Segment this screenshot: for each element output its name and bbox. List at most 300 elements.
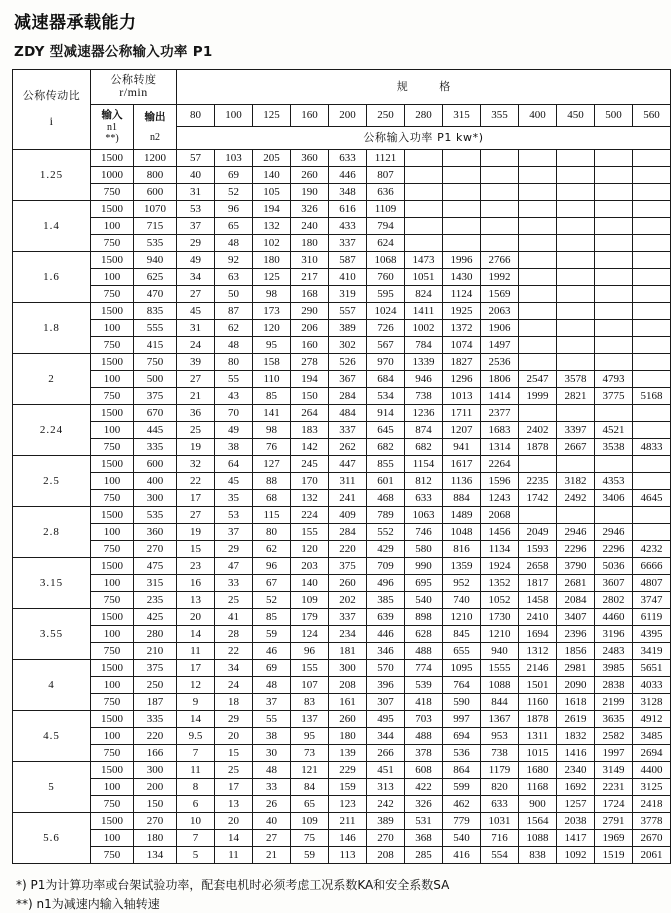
power-cell: 2199 [595, 694, 633, 711]
power-cell: 1015 [519, 745, 557, 762]
power-cell: 168 [291, 286, 329, 303]
power-cell: 64 [215, 456, 253, 473]
power-cell: 69 [215, 167, 253, 184]
table-row [13, 490, 671, 507]
power-cell: 590 [443, 694, 481, 711]
table-row [13, 252, 671, 269]
power-cell: 1136 [443, 473, 481, 490]
power-cell: 2802 [595, 592, 633, 609]
power-cell: 2681 [557, 575, 595, 592]
power-cell: 726 [367, 320, 405, 337]
power-cell: 2231 [595, 779, 633, 796]
power-cell: 462 [443, 796, 481, 813]
table-row [13, 320, 671, 337]
power-cell: 3578 [557, 371, 595, 388]
output-speed-cell: 425 [134, 609, 177, 626]
power-cell: 260 [291, 167, 329, 184]
input-speed-cell: 750 [91, 235, 134, 252]
output-speed-cell: 280 [134, 626, 177, 643]
power-cell: 567 [367, 337, 405, 354]
power-cell: 1134 [481, 541, 519, 558]
power-cell: 1680 [519, 762, 557, 779]
power-cell: 1730 [481, 609, 519, 626]
power-cell: 4645 [633, 490, 671, 507]
power-cell: 85 [253, 609, 291, 626]
power-cell: 180 [291, 235, 329, 252]
power-cell: 87 [215, 303, 253, 320]
power-cell: 39 [177, 354, 215, 371]
table-body [13, 150, 671, 864]
input-speed-cell: 1500 [91, 762, 134, 779]
power-cell: 11 [215, 847, 253, 864]
power-cell: 385 [367, 592, 405, 609]
input-speed-cell: 1500 [91, 456, 134, 473]
power-cell [519, 456, 557, 473]
power-cell: 587 [329, 252, 367, 269]
power-cell: 914 [367, 405, 405, 422]
power-cell: 41 [215, 609, 253, 626]
power-cell: 22 [215, 643, 253, 660]
power-cell: 302 [329, 337, 367, 354]
power-cell: 2766 [481, 252, 519, 269]
power-cell: 1969 [595, 830, 633, 847]
input-speed-cell: 1500 [91, 354, 134, 371]
power-cell: 278 [291, 354, 329, 371]
power-cell: 34 [177, 269, 215, 286]
power-cell: 1683 [481, 422, 519, 439]
power-rating-table [12, 69, 671, 864]
power-cell: 242 [367, 796, 405, 813]
power-cell: 1179 [481, 762, 519, 779]
power-cell: 2667 [557, 439, 595, 456]
power-cell: 49 [177, 252, 215, 269]
power-cell [481, 201, 519, 218]
power-cell: 1555 [481, 660, 519, 677]
power-cell: 146 [329, 830, 367, 847]
power-cell: 173 [253, 303, 291, 320]
input-speed-cell: 750 [91, 796, 134, 813]
power-cell: 2340 [557, 762, 595, 779]
power-cell: 310 [291, 252, 329, 269]
power-cell: 105 [253, 184, 291, 201]
output-speed-cell: 835 [134, 303, 177, 320]
output-speed-cell: 375 [134, 388, 177, 405]
power-cell: 624 [367, 235, 405, 252]
power-cell [519, 218, 557, 235]
power-cell: 17 [177, 660, 215, 677]
power-cell: 48 [215, 235, 253, 252]
power-cell: 13 [215, 796, 253, 813]
power-cell: 451 [367, 762, 405, 779]
power-cell: 63 [215, 269, 253, 286]
power-cell: 5168 [633, 388, 671, 405]
output-speed-cell: 300 [134, 762, 177, 779]
power-cell: 3985 [595, 660, 633, 677]
power-cell: 531 [405, 813, 443, 830]
power-cell: 1996 [443, 252, 481, 269]
output-speed-cell: 270 [134, 541, 177, 558]
input-speed-cell: 100 [91, 830, 134, 847]
output-speed-cell: 1070 [134, 201, 177, 218]
power-cell: 211 [329, 813, 367, 830]
output-speed-cell: 1200 [134, 150, 177, 167]
power-cell: 1095 [443, 660, 481, 677]
output-speed-cell: 315 [134, 575, 177, 592]
power-cell [557, 303, 595, 320]
power-cell: 16 [177, 575, 215, 592]
input-speed-cell: 1500 [91, 558, 134, 575]
table-row [13, 779, 671, 796]
power-cell: 140 [253, 167, 291, 184]
power-cell: 1906 [481, 320, 519, 337]
power-cell [443, 150, 481, 167]
table-row [13, 728, 671, 745]
table-row [13, 762, 671, 779]
power-cell: 396 [367, 677, 405, 694]
power-cell: 75 [291, 830, 329, 847]
input-speed-cell: 1500 [91, 711, 134, 728]
power-cell [633, 201, 671, 218]
power-cell: 179 [291, 609, 329, 626]
header-ratio [13, 70, 91, 150]
power-cell: 69 [253, 660, 291, 677]
power-cell [595, 456, 633, 473]
power-cell: 488 [405, 643, 443, 660]
table-row [13, 660, 671, 677]
power-cell: 2536 [481, 354, 519, 371]
power-cell: 953 [481, 728, 519, 745]
power-cell: 2492 [557, 490, 595, 507]
table-header [13, 70, 671, 150]
power-cell: 409 [329, 507, 367, 524]
power-cell: 1806 [481, 371, 519, 388]
output-speed-cell: 715 [134, 218, 177, 235]
power-cell: 4232 [633, 541, 671, 558]
power-cell: 1489 [443, 507, 481, 524]
power-cell: 1569 [481, 286, 519, 303]
power-cell: 11 [177, 643, 215, 660]
power-cell: 608 [405, 762, 443, 779]
power-cell: 2396 [557, 626, 595, 643]
power-cell: 2377 [481, 405, 519, 422]
power-cell: 59 [291, 847, 329, 864]
ratio-cell: 2.8 [13, 507, 91, 558]
table-row [13, 711, 671, 728]
power-cell: 496 [367, 575, 405, 592]
power-cell [519, 286, 557, 303]
input-speed-cell: 750 [91, 694, 134, 711]
input-speed-cell: 100 [91, 320, 134, 337]
header-input-speed [91, 105, 134, 150]
header-power-label: 公称输入功率 P1 kw*) [177, 127, 671, 150]
page-subtitle: ZDY 型减速器公称输入功率 P1 [14, 44, 213, 60]
input-speed-cell: 1500 [91, 252, 134, 269]
power-cell: 2063 [481, 303, 519, 320]
power-cell: 1121 [367, 150, 405, 167]
power-cell: 570 [367, 660, 405, 677]
power-cell: 307 [367, 694, 405, 711]
output-speed-cell: 150 [134, 796, 177, 813]
power-cell: 137 [291, 711, 329, 728]
power-cell: 45 [215, 473, 253, 490]
power-cell: 49 [215, 422, 253, 439]
power-cell: 1878 [519, 711, 557, 728]
power-cell [633, 405, 671, 422]
power-cell: 1031 [481, 813, 519, 830]
power-cell: 43 [215, 388, 253, 405]
power-cell: 65 [291, 796, 329, 813]
power-cell: 633 [405, 490, 443, 507]
power-cell: 9.5 [177, 728, 215, 745]
header-input-label: 输入 [101, 109, 123, 122]
spec-col-250: 250 [367, 105, 405, 127]
power-cell [405, 201, 443, 218]
power-cell: 115 [253, 507, 291, 524]
power-cell: 55 [215, 371, 253, 388]
table-row [13, 694, 671, 711]
power-cell [405, 218, 443, 235]
power-cell: 57 [177, 150, 215, 167]
power-cell: 300 [329, 660, 367, 677]
power-cell: 1160 [519, 694, 557, 711]
power-cell: 194 [253, 201, 291, 218]
power-cell: 2061 [633, 847, 671, 864]
power-cell: 446 [329, 167, 367, 184]
power-cell [481, 167, 519, 184]
header-spec-group: 规 格 [177, 70, 671, 105]
power-cell: 1359 [443, 558, 481, 575]
input-speed-cell: 100 [91, 473, 134, 490]
power-cell: 3775 [595, 388, 633, 405]
power-cell: 121 [291, 762, 329, 779]
input-speed-cell: 100 [91, 728, 134, 745]
power-cell: 389 [329, 320, 367, 337]
power-cell [595, 320, 633, 337]
power-cell: 2296 [557, 541, 595, 558]
power-cell: 20 [215, 728, 253, 745]
power-cell: 1154 [405, 456, 443, 473]
power-cell: 73 [291, 745, 329, 762]
power-cell: 14 [215, 830, 253, 847]
power-cell: 139 [329, 745, 367, 762]
power-cell: 285 [405, 847, 443, 864]
power-cell [633, 286, 671, 303]
spec-col-125: 125 [253, 105, 291, 127]
power-cell [595, 286, 633, 303]
spec-col-280: 280 [405, 105, 443, 127]
power-cell: 22 [177, 473, 215, 490]
output-speed-cell: 535 [134, 507, 177, 524]
power-cell: 47 [215, 558, 253, 575]
power-cell: 181 [329, 643, 367, 660]
power-cell: 1618 [557, 694, 595, 711]
header-output-speed [134, 105, 177, 150]
power-cell: 695 [405, 575, 443, 592]
input-speed-cell: 100 [91, 677, 134, 694]
ratio-cell: 3.55 [13, 609, 91, 660]
power-cell: 5651 [633, 660, 671, 677]
power-cell: 15 [215, 745, 253, 762]
power-cell: 5036 [595, 558, 633, 575]
power-cell: 844 [481, 694, 519, 711]
ratio-cell: 5 [13, 762, 91, 813]
page-title: 减速器承载能力 [14, 13, 137, 33]
power-cell: 6 [177, 796, 215, 813]
output-speed-cell: 200 [134, 779, 177, 796]
table-row [13, 218, 671, 235]
power-cell: 1312 [519, 643, 557, 660]
power-cell [633, 507, 671, 524]
power-cell [633, 337, 671, 354]
input-speed-cell: 1500 [91, 303, 134, 320]
power-cell: 113 [329, 847, 367, 864]
power-cell [519, 167, 557, 184]
power-cell: 3538 [595, 439, 633, 456]
power-cell [633, 184, 671, 201]
power-cell: 1411 [405, 303, 443, 320]
power-cell: 2068 [481, 507, 519, 524]
output-speed-cell: 235 [134, 592, 177, 609]
power-cell: 23 [177, 558, 215, 575]
power-cell [557, 320, 595, 337]
power-cell: 2981 [557, 660, 595, 677]
power-cell: 655 [443, 643, 481, 660]
power-cell: 1417 [557, 830, 595, 847]
power-cell: 260 [329, 575, 367, 592]
header-input-note: **) [105, 133, 119, 145]
power-cell: 2084 [557, 592, 595, 609]
table-row [13, 422, 671, 439]
power-cell: 206 [291, 320, 329, 337]
ratio-cell: 4.5 [13, 711, 91, 762]
power-cell [443, 184, 481, 201]
power-cell: 194 [291, 371, 329, 388]
ratio-cell: 2.24 [13, 405, 91, 456]
power-cell: 884 [443, 490, 481, 507]
power-cell: 53 [177, 201, 215, 218]
power-cell: 337 [329, 235, 367, 252]
power-cell [633, 422, 671, 439]
power-cell: 7 [177, 830, 215, 847]
power-cell: 132 [291, 490, 329, 507]
power-cell: 2547 [519, 371, 557, 388]
power-cell: 422 [405, 779, 443, 796]
spec-col-560: 560 [633, 105, 671, 127]
power-cell: 110 [253, 371, 291, 388]
power-cell: 95 [253, 337, 291, 354]
input-speed-cell: 100 [91, 524, 134, 541]
power-cell: 410 [329, 269, 367, 286]
power-cell: 554 [481, 847, 519, 864]
power-cell: 2038 [557, 813, 595, 830]
power-cell: 262 [329, 439, 367, 456]
power-cell [633, 150, 671, 167]
power-cell: 38 [253, 728, 291, 745]
power-cell: 368 [405, 830, 443, 847]
power-cell: 1997 [595, 745, 633, 762]
power-cell: 3182 [557, 473, 595, 490]
power-cell: 3407 [557, 609, 595, 626]
power-cell: 838 [519, 847, 557, 864]
power-cell: 109 [291, 592, 329, 609]
power-cell [519, 303, 557, 320]
power-cell: 812 [405, 473, 443, 490]
input-speed-cell: 100 [91, 422, 134, 439]
power-cell: 290 [291, 303, 329, 320]
power-cell: 1430 [443, 269, 481, 286]
power-cell: 155 [291, 524, 329, 541]
power-cell: 180 [253, 252, 291, 269]
power-cell: 229 [329, 762, 367, 779]
power-cell: 3128 [633, 694, 671, 711]
power-cell: 816 [443, 541, 481, 558]
spec-col-450: 450 [557, 105, 595, 127]
power-cell [633, 473, 671, 490]
power-cell: 24 [215, 677, 253, 694]
power-cell: 337 [329, 609, 367, 626]
output-speed-cell: 180 [134, 830, 177, 847]
power-cell: 4807 [633, 575, 671, 592]
power-cell: 874 [405, 422, 443, 439]
power-cell: 4793 [595, 371, 633, 388]
power-cell: 240 [291, 218, 329, 235]
power-cell: 1243 [481, 490, 519, 507]
power-cell: 952 [443, 575, 481, 592]
table-row [13, 235, 671, 252]
power-cell [595, 235, 633, 252]
power-cell [557, 184, 595, 201]
output-speed-cell: 335 [134, 439, 177, 456]
power-cell: 311 [329, 473, 367, 490]
input-speed-cell: 100 [91, 575, 134, 592]
power-cell: 158 [253, 354, 291, 371]
power-cell: 1367 [481, 711, 519, 728]
power-cell: 14 [177, 711, 215, 728]
input-speed-cell: 750 [91, 541, 134, 558]
power-cell: 1497 [481, 337, 519, 354]
table-row [13, 558, 671, 575]
power-cell [519, 252, 557, 269]
power-cell: 1352 [481, 575, 519, 592]
power-cell: 32 [177, 456, 215, 473]
power-cell [557, 405, 595, 422]
power-cell: 694 [443, 728, 481, 745]
power-cell: 636 [367, 184, 405, 201]
power-cell [595, 337, 633, 354]
power-cell: 2146 [519, 660, 557, 677]
ratio-cell: 1.25 [13, 150, 91, 201]
table-row [13, 524, 671, 541]
power-cell: 1372 [443, 320, 481, 337]
power-cell: 1088 [481, 677, 519, 694]
power-cell [633, 320, 671, 337]
power-cell: 1088 [519, 830, 557, 847]
output-speed-cell: 500 [134, 371, 177, 388]
power-cell: 14 [177, 626, 215, 643]
input-speed-cell: 750 [91, 643, 134, 660]
power-cell [443, 235, 481, 252]
output-speed-cell: 134 [134, 847, 177, 864]
footnotes [16, 876, 622, 913]
power-cell: 3635 [595, 711, 633, 728]
power-cell: 31 [177, 184, 215, 201]
output-speed-cell: 625 [134, 269, 177, 286]
power-cell: 807 [367, 167, 405, 184]
header-output-label: 输出 [144, 110, 166, 123]
power-cell: 2402 [519, 422, 557, 439]
output-speed-cell: 940 [134, 252, 177, 269]
power-cell: 103 [215, 150, 253, 167]
